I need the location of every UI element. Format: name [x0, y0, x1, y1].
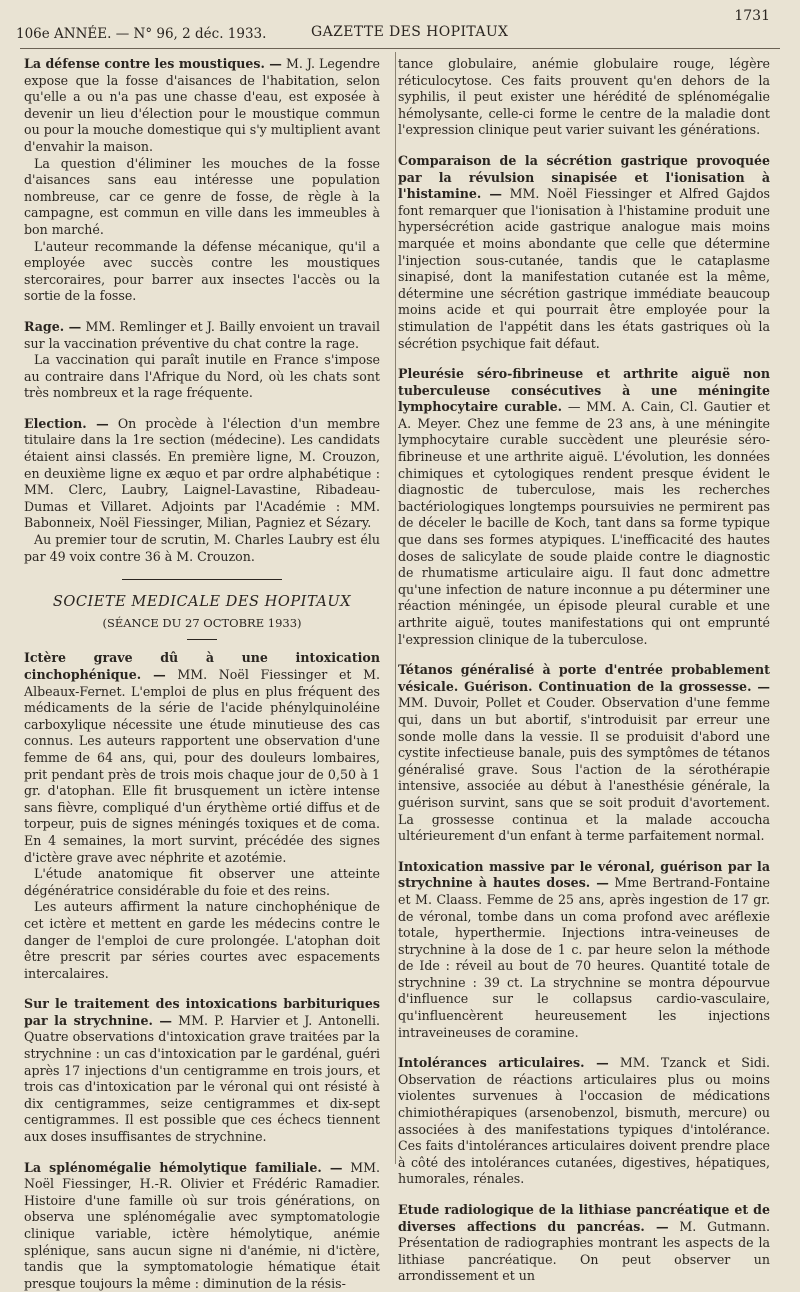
article-title: La défense contre les moustiques. —	[24, 56, 282, 71]
paragraph: tance globulaire, anémie globulaire rouge, légère réticulocytose. Ces faits prouvent qu'en dehors de la syphilis, il peut exister une hérédité de splénomégalie hémolysante, celle-ci forme le centre de la maladie dont l'expression clinique peut varier suivant les générations.	[398, 56, 770, 138]
paragraph: Au premier tour de scrutin, M. Charles Laubry est élu par 49 voix contre 36 à M. Crouzon.	[24, 532, 380, 564]
article-text: — MM. A. Cain, Cl. Gautier et A. Meyer. Chez une femme de 23 ans, à une méningite lymphocytaire curable succèdent une pleurésie séro-fibrineuse et une arthrite aiguë. L'évolution, les données chimiques et cytologiques rendent presque évident le diagnostic de tuberculose, mais les recherches bactériologiques longtemps poursuivies ne permirent pas de déceler le bacille de Koch, tant dans sa forme typique que dans ses formes atypiques. L'inefficacité des hautes doses de salicylate de soude plaide contre le diagnostic de rhumatisme articulaire aigu. Il faut donc admettre qu'une infection de nature inconnue a pu déterminer une réaction méningée, un épisode pleural curable et une arthrite aiguë, toutes manifestations qui ont emprunté l'expression clinique de la tuberculose.	[398, 399, 770, 647]
article-text: M. J. Legendre expose que la fosse d'aisances de l'habitation, selon qu'elle a ou n'a pas une chasse d'eau, est exposée à devenir un lieu d'élection pour le moustique commun ou pour la mouche domestique qui s'y multiplient avant d'envahir la maison.	[24, 56, 380, 154]
article-text: M. Gutmann. Présentation de radiographies montrant les aspects de la lithiase pancréatique. On peut observer un arrondissement et un	[398, 1218, 771, 1284]
article-title: Etude radiologique de la lithiase pancréatique et de diverses affections du pancréas. —	[398, 1202, 770, 1234]
left-column	[24, 56, 380, 1291]
page-number: 1731	[734, 8, 770, 24]
article-splenomegalie	[24, 1160, 380, 1292]
column-divider	[395, 52, 396, 1164]
header-rule	[20, 48, 780, 49]
article-election	[24, 416, 380, 532]
section-rule	[122, 579, 282, 580]
article-rage	[24, 319, 380, 352]
article-title: Sur le traitement des intoxications barbituriques par la strychnine. —	[24, 996, 380, 1028]
right-column	[398, 56, 771, 1284]
article-text: MM. Remlinger et J. Bailly envoient un travail sur la vaccination préventive du chat contre la rage.	[24, 318, 380, 351]
paragraph: L'auteur recommande la défense mécanique, qu'il a employée avec succès contre les moustiques stercoraires, pour barrer aux insectes l'accès ou la sortie de la fosse.	[24, 238, 380, 304]
article-ictere	[24, 650, 380, 866]
article-title: Ictère grave dû à une intoxication cinchophénique. —	[24, 650, 380, 682]
article-comparaison	[398, 153, 770, 352]
society-heading: SOCIETE MEDICALE DES HOPITAUX	[52, 593, 352, 611]
article-title: Election. —	[24, 415, 109, 431]
article-intolerances	[398, 1055, 770, 1188]
seance-date: (SÉANCE DU 27 OCTOBRE 1933)	[102, 615, 302, 630]
article-text: MM. Noël Fiessinger et Alfred Gajdos font remarquer que l'ionisation à l'histamine produit une hypersécrétion acide gastrique analogue mais moins marquée et moins abondante que celle que détermine l'injection sous-cutanée, tandis que le cataplasme sinapisé, dont la manifestation cutanée est la même, détermine une sécrétion gastrique immédiate beaucoup moins acide et qui pourrait être employée pour la stimulation de l'appétit dans les états gastriques où la sécrétion psychique fait défaut.	[398, 186, 770, 351]
article-text: Mme Bertrand-Fontaine et M. Claass. Femme de 25 ans, après ingestion de 17 gr. de véronal, tombe dans un coma profond avec aréflexie totale, hyperthermie. Injections intra-veineuses de strychnine à la dose de 1 c. par heure selon la méthode de Ide : réveil au bout de 70 heures. Quantité totale de strychnine : 39 ct. La strychnine se montra dépourvue d'influence sur le collapsus cardio-vasculaire, qu'influencèrent heureusement les injections intraveineuses de coramine.	[398, 875, 771, 1040]
article-text: MM. Duvoir, Pollet et Couder. Observation d'une femme qui, dans un but abortif, s'introduisit par erreur une sonde molle dans la vessie. Il se produisit d'abord une cystite infectieuse banale, puis des symptômes de tétanos généralisé grave. Sous l'action de la sérothérapie intensive, associée au début à l'anesthésie générale, la guérison survint, sans que se soit produit d'avortement. La grossesse continua et la malade accoucha ultérieurement d'un enfant à terme parfaitement normal.	[398, 695, 770, 844]
article-text: MM. Tzanck et Sidi. Observation de réactions articulaires plus ou moins violentes survenues à l'occasion de médications chimiothérapiques (arsenobenzol, bismuth, mercure) ou associées à des manifestations typiques d'intolérance. Ces faits d'intolérances articulaires doivent prendre place à côté des intolérances cutanées, digestives, hépatiques, humorales, rénales.	[398, 1055, 770, 1187]
article-tetanos	[398, 662, 770, 845]
article-barbituriques	[24, 996, 380, 1145]
paragraph: La vaccination qui paraît inutile en France s'impose au contraire dans l'Afrique du Nord, où les chats sont très nombreux et la rage fréquente.	[24, 352, 380, 401]
article-veronal	[398, 859, 770, 1042]
paragraph: La question d'éliminer les mouches de la fosse d'aisances sans eau intéresse une population nombreuse, car ce genre de fosse, de règle à la campagne, est commun en ville dans les immeubles à bon marché.	[24, 155, 380, 237]
journal-title: GAZETTE DES HOPITAUX	[311, 24, 509, 40]
article-title: Intoxication massive par le véronal, guérison par la strychnine à hautes doses. —	[398, 858, 770, 891]
article-title: Comparaison de la sécrétion gastrique provoquée par la révulsion sinapisée et l'ionisation à l'histamine. —	[398, 152, 770, 202]
small-rule	[187, 639, 217, 640]
paragraph: Les auteurs affirment la nature cinchophénique de cet ictère et mettent en garde les médecins contre le danger de l'emploi de cure prolongée. L'atophan doit être prescrit par séries courtes avec espacements intercalaires.	[24, 899, 380, 981]
article-title: Pleurésie séro-fibrineuse et arthrite aiguë non tuberculeuse consécutives à une méningite lymphocytaire curable.	[398, 366, 770, 415]
page-header	[16, 4, 770, 46]
article-title: Tétanos généralisé à porte d'entrée probablement vésicale. Guérison. Continuation de la grossesse. —	[398, 662, 770, 694]
paragraph: L'étude anatomique fit observer une atteinte dégénératrice considérable du foie et des reins.	[24, 866, 380, 898]
article-text: On procède à l'élection d'un membre titulaire dans la 1re section (médecine). Les candidats étaient ainsi classés. En première ligne, M. Crouzon, en deuxième ligne ex æquo et par ordre alphabétique : MM. Clerc, Laubry, Laignel-Lavastine, Ribadeau-Dumas et Villaret. Adjoints par l'Académie : MM. Babonneix, Noël Fiessinger, Milian, Pagniez et Sézary.	[24, 415, 380, 531]
article-moustiques	[24, 56, 380, 156]
article-text: MM. P. Harvier et J. Antonelli. Quatre observations d'intoxication grave traitées par la strychnine : un cas d'intoxication par le gardénal, guéri après 17 injections d'un centigramme en trois jours, et trois cas d'intoxication par le véronal qui ont résisté à dix centigrammes, seize centigrammes et dix-sept centigrammes. Il est possible que ces échecs tiennent aux doses insuffisantes de strychnine.	[24, 1012, 380, 1145]
article-title: Rage. —	[24, 318, 82, 334]
article-text: MM. Noël Fiessinger et M. Albeaux-Fernet. L'emploi de plus en plus fréquent des médicaments de la série de l'acide phénylquinoléine carboxylique nécessite une étude minutieuse des cas connus. Les auteurs rapportent une observation d'une femme de 64 ans, qui, pour des douleurs lombaires, prit pendant près de trois mois chaque jour de 0,50 à 1 gr. d'atophan. Elle fit brusquement un ictère intense sans fièvre, compliqué d'un érythème ortié diffus et de torpeur, puis de signes méningés toxiques et de coma. En 4 semaines, la mort survint, précédée des signes d'ictère grave avec néphrite et azotémie.	[24, 667, 380, 865]
article-lithiase	[398, 1202, 770, 1285]
article-text: MM. Noël Fiessinger, H.-R. Olivier et Frédéric Ramadier. Histoire d'une famille où sur trois générations, on observa une splénomégalie avec symptomatologie clinique variable, ictère hémolytique, anémie splénique, sans aucun signe ni d'anémie, ni d'ictère, tandis que la symptomatologie hématique était presque toujours la même : diminution de la résis-	[24, 1159, 380, 1291]
issue-info: 106e ANNÉE. — N° 96, 2 déc. 1933.	[16, 26, 267, 42]
article-pleuresie	[398, 366, 770, 648]
article-title: Intolérances articulaires. —	[398, 1055, 609, 1071]
article-title: La splénomégalie hémolytique familiale. —	[24, 1159, 343, 1175]
